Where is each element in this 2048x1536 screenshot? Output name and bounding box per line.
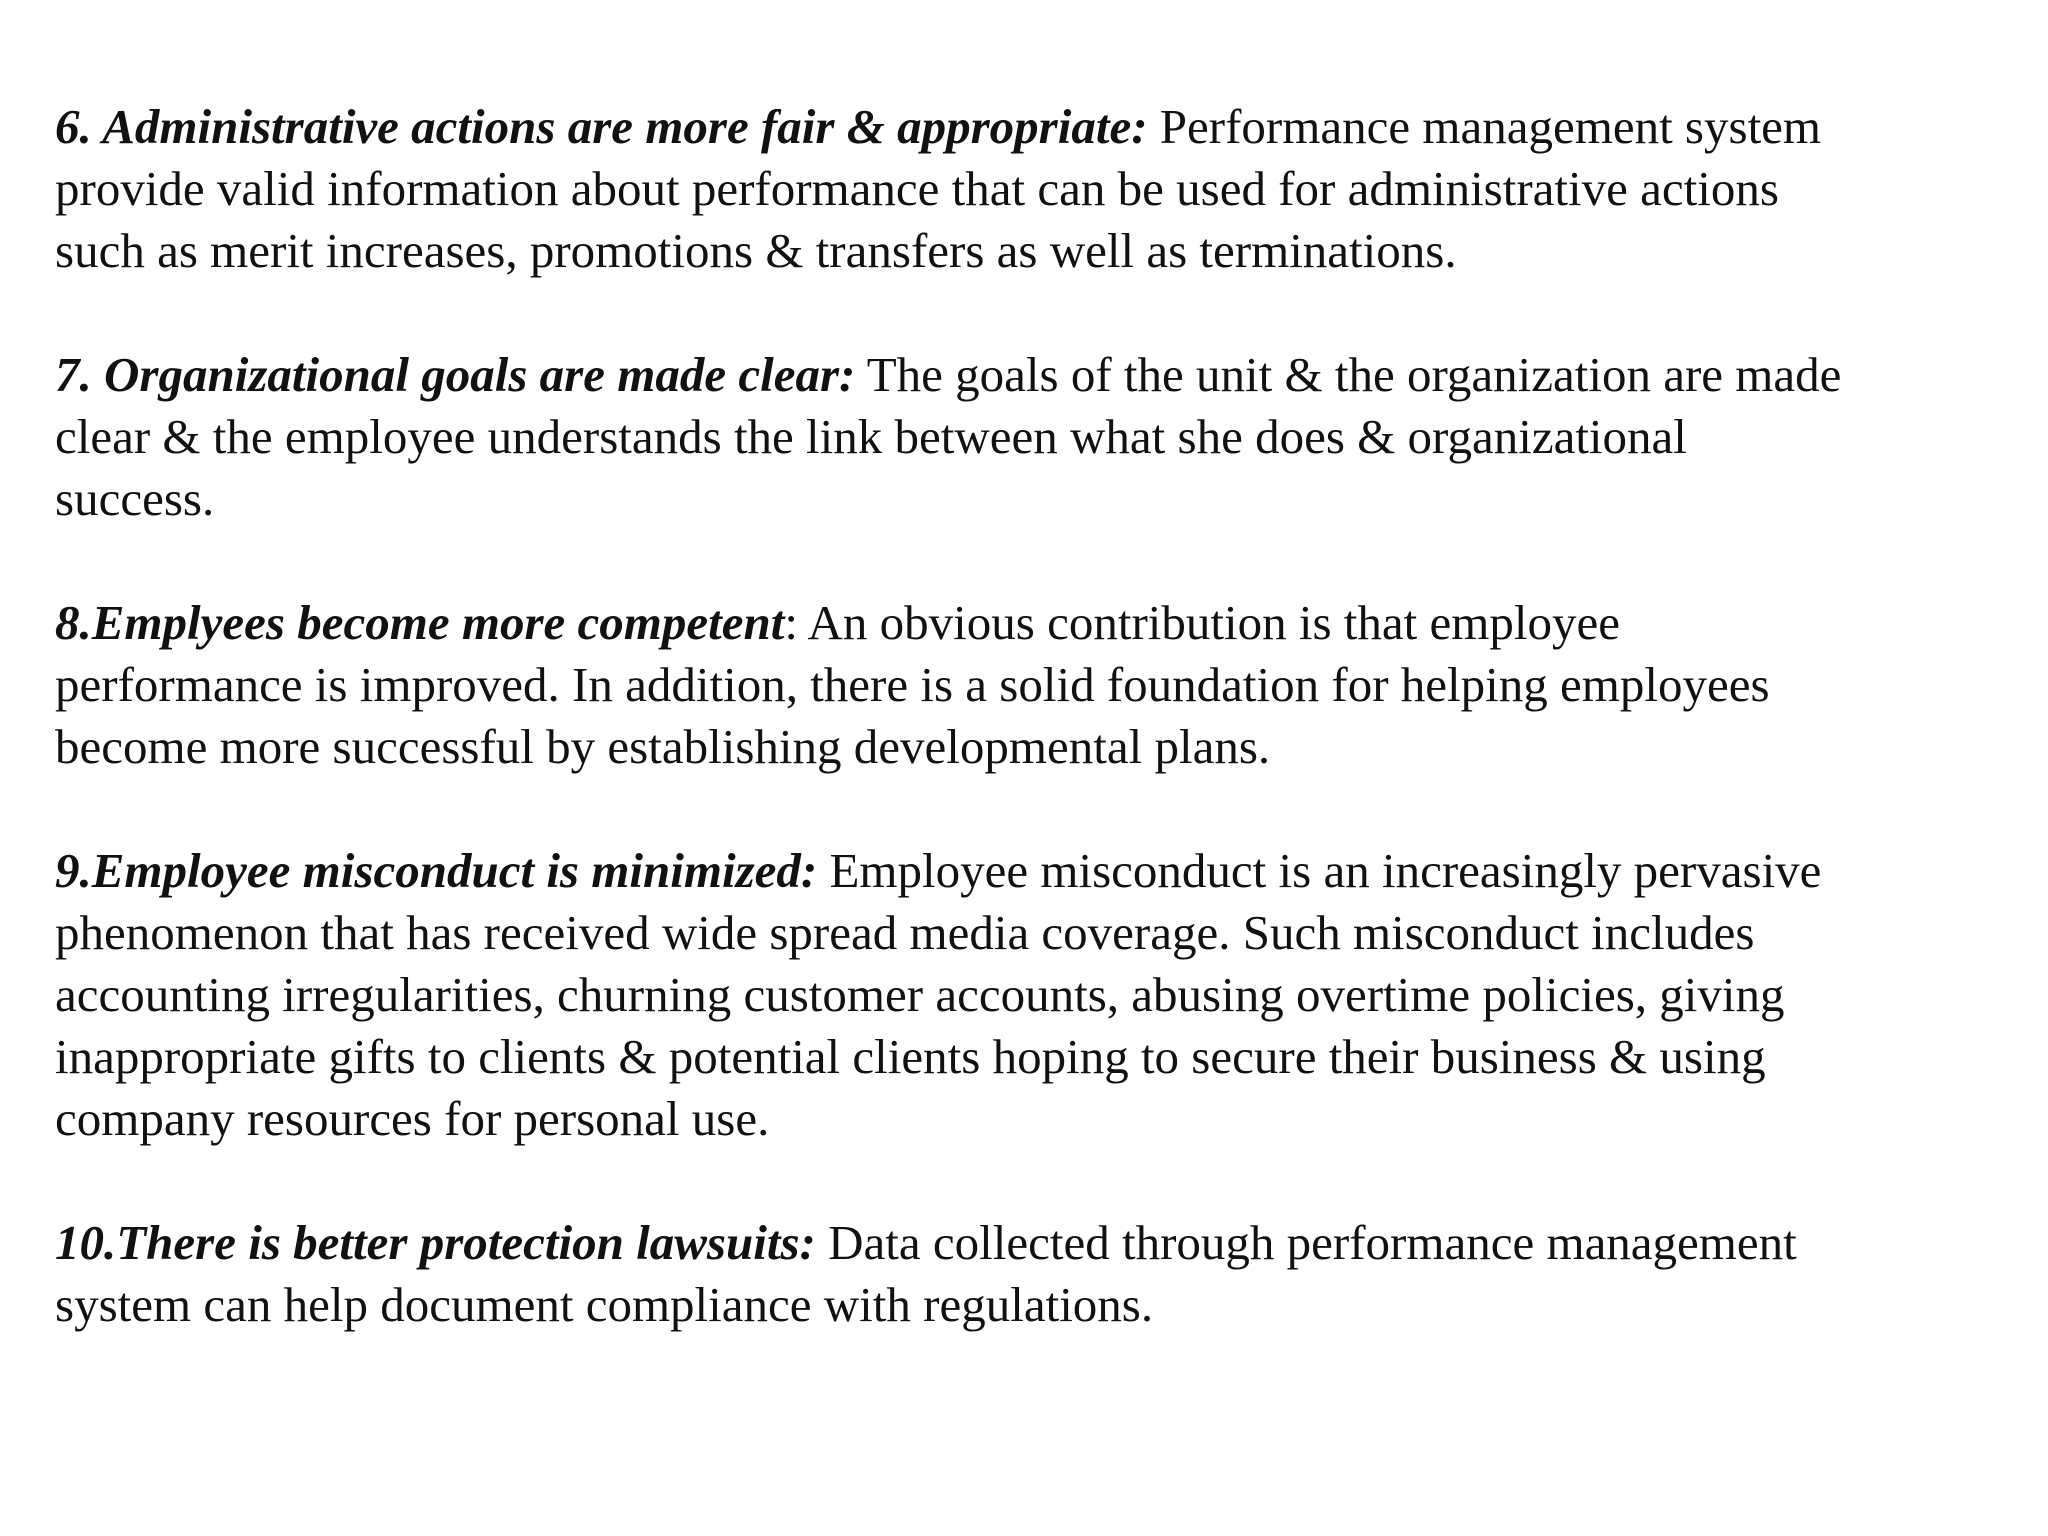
paragraph-text: Employee misconduct is an increasingly pervasive (817, 843, 1822, 898)
paragraph-10 (55, 1212, 2015, 1336)
paragraph-line (55, 840, 2015, 902)
document-page (55, 96, 2015, 1398)
paragraph-text: provide valid information about performance that can be used for administrative actions (55, 161, 1779, 216)
paragraph-text: become more successful by establishing developmental plans. (55, 719, 1271, 774)
paragraph-9 (55, 840, 2015, 1150)
paragraph-line (55, 1212, 2015, 1274)
paragraph-8 (55, 592, 2015, 778)
paragraph-text: An obvious contribution is that employee (797, 595, 1621, 650)
paragraph-text: inappropriate gifts to clients & potential clients hoping to secure their business & using (55, 1029, 1766, 1084)
paragraph-line (55, 344, 2015, 406)
paragraph-7 (55, 344, 2015, 530)
paragraph-heading: 9.Employee misconduct is minimized: (55, 843, 818, 898)
paragraph-line (55, 96, 2015, 158)
paragraph-text: clear & the employee understands the link between what she does & organizational (55, 409, 1687, 464)
paragraph-6 (55, 96, 2015, 282)
paragraph-heading-colon: : (784, 595, 798, 650)
paragraph-line (55, 592, 2015, 654)
paragraph-text: performance is improved. In addition, there is a solid foundation for helping employees (55, 657, 1770, 712)
paragraph-text: Data collected through performance management (815, 1215, 1797, 1270)
paragraph-text: system can help document compliance with regulations. (55, 1277, 1154, 1332)
paragraph-heading: 7. Organizational goals are made clear: (55, 347, 856, 402)
paragraph-text: such as merit increases, promotions & transfers as well as terminations. (55, 223, 1457, 278)
paragraph-text: company resources for personal use. (55, 1091, 770, 1146)
paragraph-text: Performance management system (1147, 99, 1822, 154)
paragraph-text: phenomenon that has received wide spread media coverage. Such misconduct includes (55, 905, 1755, 960)
paragraph-heading: 10.There is better protection lawsuits: (55, 1215, 816, 1270)
paragraph-text: The goals of the unit & the organization are made (855, 347, 1842, 402)
paragraph-text: accounting irregularities, churning customer accounts, abusing overtime policies, giving (55, 967, 1785, 1022)
paragraph-heading: 6. Administrative actions are more fair & appropriate: (55, 99, 1148, 154)
paragraph-text: success. (55, 471, 215, 526)
paragraph-heading: 8.Emplyees become more competent (55, 595, 785, 650)
